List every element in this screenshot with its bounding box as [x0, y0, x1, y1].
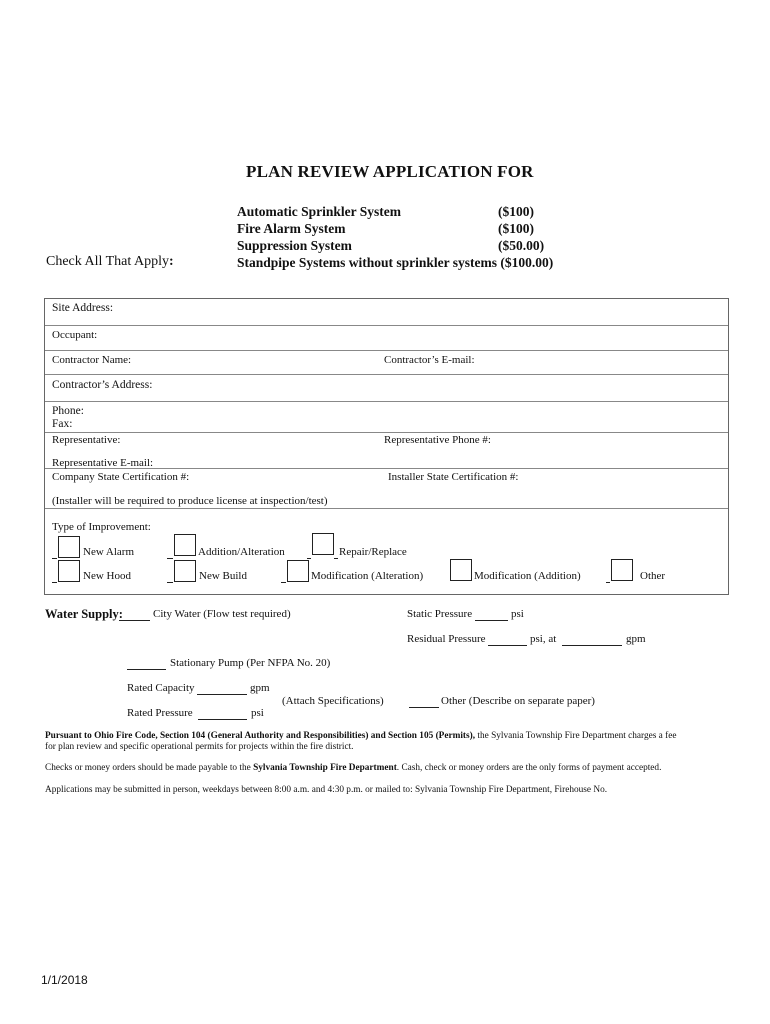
phone-field[interactable]: Phone:	[52, 405, 84, 417]
rated-capacity-unit: gpm	[250, 682, 270, 694]
fee-paragraph: Pursuant to Ohio Fire Code, Section 104 (General Authority and Responsibilities) and Section 105 (Permits), the Sylvania Township Fire Department charges a fee	[45, 731, 677, 741]
rated-capacity-input[interactable]	[197, 694, 247, 695]
system-fire-alarm-fee: ($100)	[498, 221, 534, 236]
modification-alteration-label: Modification (Alteration)	[311, 570, 424, 582]
new-build-checkbox[interactable]	[174, 560, 196, 582]
page-title: PLAN REVIEW APPLICATION FOR	[246, 162, 534, 181]
check-all-label: Check All That Apply:	[46, 254, 174, 269]
site-address-field[interactable]: Site Address:	[52, 302, 114, 314]
occupant-field[interactable]: Occupant:	[52, 329, 98, 341]
other-checkbox[interactable]	[611, 559, 633, 581]
divider	[45, 350, 728, 351]
city-water-label: City Water (Flow test required)	[153, 608, 291, 620]
stationary-pump-input[interactable]	[127, 669, 166, 670]
system-sprinkler-fee: ($100)	[498, 204, 534, 219]
contractor-address-field[interactable]: Contractor’s Address:	[52, 379, 153, 391]
divider	[45, 374, 728, 375]
rated-pressure-label: Rated Pressure	[127, 707, 193, 719]
type-of-improvement-label: Type of Improvement:	[52, 521, 151, 533]
representative-field[interactable]: Representative:	[52, 434, 121, 446]
application-form	[44, 298, 729, 595]
payment-paragraph: Checks or money orders should be made payable to the Sylvania Township Fire Department. Cash, check or money orders are the only forms of payment accepted.	[45, 763, 662, 773]
rated-pressure-unit: psi	[251, 707, 264, 719]
residual-pressure-label: Residual Pressure	[407, 633, 486, 645]
modification-addition-label: Modification (Addition)	[474, 570, 581, 582]
other-describe-input[interactable]	[409, 707, 439, 708]
fee-paragraph-line2: for plan review and specific operational permits for projects within the fire district.	[45, 742, 354, 752]
installer-cert-field[interactable]: Installer State Certification #:	[388, 471, 519, 483]
underline	[167, 582, 173, 583]
contractor-email-field[interactable]: Contractor’s E-mail:	[384, 354, 475, 366]
system-suppression-name: Suppression System	[237, 238, 352, 253]
modification-alteration-checkbox[interactable]	[287, 560, 309, 582]
addition-alteration-label: Addition/Alteration	[198, 546, 285, 558]
underline	[167, 558, 173, 559]
fax-field[interactable]: Fax:	[52, 418, 73, 430]
static-pressure-unit: psi	[511, 608, 524, 620]
residual-pressure-psi-at: psi, at	[530, 633, 557, 645]
static-pressure-label: Static Pressure	[407, 608, 473, 620]
underline	[52, 558, 57, 559]
water-supply-label: Water Supply:	[45, 607, 123, 621]
installer-note: (Installer will be required to produce license at inspection/test)	[52, 495, 328, 507]
underline	[52, 582, 57, 583]
rated-pressure-input[interactable]	[198, 719, 247, 720]
system-standpipe: Standpipe Systems without sprinkler systems ($100.00)	[237, 255, 554, 270]
residual-pressure-input[interactable]	[488, 645, 527, 646]
other-label: Other	[640, 570, 666, 582]
stationary-pump-label: Stationary Pump (Per NFPA No. 20)	[170, 657, 331, 669]
repair-replace-label: Repair/Replace	[339, 546, 407, 558]
system-suppression-fee: ($50.00)	[498, 238, 545, 253]
other-describe-label: Other (Describe on separate paper)	[441, 695, 595, 707]
residual-gpm-unit: gpm	[626, 633, 646, 645]
underline	[334, 558, 338, 559]
new-hood-label: New Hood	[83, 570, 131, 582]
footer-date: 1/1/2018	[41, 973, 88, 987]
repair-replace-checkbox[interactable]	[312, 533, 334, 555]
attach-specs-label: (Attach Specifications)	[282, 695, 384, 707]
static-pressure-input[interactable]	[475, 620, 508, 621]
underline	[119, 620, 150, 621]
residual-flow-input[interactable]	[562, 645, 622, 646]
addition-alteration-checkbox[interactable]	[174, 534, 196, 556]
system-sprinkler-name: Automatic Sprinkler System	[237, 204, 401, 219]
divider	[45, 432, 728, 433]
rated-capacity-label: Rated Capacity	[127, 682, 195, 694]
submission-paragraph: Applications may be submitted in person, weekdays between 8:00 a.m. and 4:30 p.m. or mailed to: Sylvania Township Fire Department, Firehouse No.	[45, 785, 608, 795]
new-hood-checkbox[interactable]	[58, 560, 80, 582]
divider	[45, 401, 728, 402]
divider	[45, 325, 728, 326]
new-alarm-checkbox[interactable]	[58, 536, 80, 558]
underline	[307, 558, 311, 559]
representative-email-field[interactable]: Representative E-mail:	[52, 457, 154, 469]
system-fire-alarm-name: Fire Alarm System	[237, 221, 346, 236]
company-cert-field[interactable]: Company State Certification #:	[52, 471, 190, 483]
new-build-label: New Build	[199, 570, 247, 582]
underline	[281, 582, 286, 583]
underline	[606, 582, 610, 583]
contractor-name-field[interactable]: Contractor Name:	[52, 354, 132, 366]
divider	[45, 508, 728, 509]
modification-addition-checkbox[interactable]	[450, 559, 472, 581]
new-alarm-label: New Alarm	[83, 546, 135, 558]
representative-phone-field[interactable]: Representative Phone #:	[384, 434, 491, 446]
